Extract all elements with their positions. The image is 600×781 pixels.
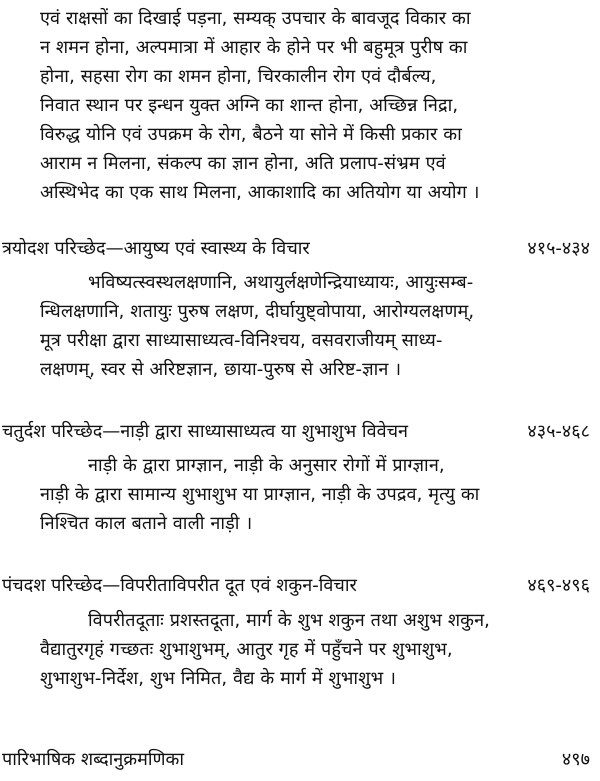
section-title: त्रयोदश परिच्छेद—आयुष्य एवं स्वास्थ्य के विचार [2, 238, 310, 259]
section-text-line: न्धिलक्षणानि, शतायुः पुरुष लक्षण, दीर्घायुष्ट्वोपाया, आरोग्यलक्षणम्, [40, 301, 475, 322]
intro-line: विरुद्ध योनि एवं उपक्रम के रोग, बैठने या सोने में किसी प्रकार का [40, 124, 462, 145]
section-title: चतुर्दश परिच्छेद—नाड़ी द्वारा साध्यासाध्यत्व या शुभाशुभ विवेचन [2, 421, 409, 442]
intro-line: आराम न मिलना, संकल्प का ज्ञान होना, अति प्रलाप-संभ्रम एवं [40, 153, 446, 174]
section-text-line: भविष्यत्स्वस्थलक्षणानि, अथायुर्लक्षणेन्द्रियाध्यायः, आयुःसम्ब- [88, 272, 474, 293]
section-page-range: ४१५-४३४ [527, 238, 590, 259]
section-heading-13 [0, 237, 600, 261]
section-title: पंचदश परिच्छेद—विपरीताविपरीत दूत एवं शकुन-विचार [2, 575, 357, 596]
section-text-line: नाड़ी के द्वारा सामान्य शुभाशुभ या प्राग्ज्ञान, नाड़ी के उपद्रव, मृत्यु का [40, 484, 480, 505]
section-page-range: ४३५-४६८ [527, 421, 590, 442]
section-page-range: ४९७ [561, 749, 590, 770]
section-text-line: निश्चित काल बताने वाली नाड़ी । [40, 513, 253, 534]
section-text-line: वैद्यातुरगृहं गच्छतः शुभाशुभम्, आतुर गृह में पहुँचने पर शुभाशुभ, [40, 639, 453, 660]
section-heading-glossary [0, 748, 600, 772]
section-heading-15 [0, 574, 600, 598]
intro-line: अस्थिभेद का एक साथ मिलना, आकाशादि का अतियोग या अयोग । [40, 182, 480, 203]
section-text-line: विपरीतदूताः प्रशस्तदूता, मार्ग के शुभ शकुन तथा अशुभ शकुन, [88, 610, 490, 631]
intro-line: निवात स्थान पर इन्धन युक्त अग्नि का शान्त होना, अच्छिन्न निद्रा, [40, 95, 459, 116]
section-heading-14 [0, 420, 600, 444]
section-text-line: मूत्र परीक्षा द्वारा साध्यासाध्यत्व-विनिश्चय, वसवराजीयम् साध्य- [40, 330, 443, 351]
section-text-line: शुभाशुभ-निर्देश, शुभ निमित, वैद्य के मार्ग में शुभाशुभ । [40, 668, 397, 689]
section-page-range: ४६९-४९६ [527, 575, 590, 596]
intro-line: होना, सहसा रोग का शमन होना, चिरकालीन रोग एवं दौर्बल्य, [40, 66, 437, 87]
section-text-line: लक्षणम्, स्वर से अरिष्टज्ञान, छाया-पुरुष से अरिष्ट-ज्ञान । [40, 359, 402, 380]
section-text-line: नाड़ी के द्वारा प्राग्ज्ञान, नाड़ी के अनुसार रोगों में प्राग्ज्ञान, [88, 455, 445, 476]
intro-line: एवं राक्षसों का दिखाई पड़ना, सम्यक् उपचार के बावजूद विकार का [40, 8, 471, 29]
intro-line: न शमन होना, अल्पमात्रा में आहार के होने पर भी बहुमूत्र पुरीष का [40, 37, 468, 58]
section-title: पारिभाषिक शब्दानुक्रमणिका [2, 749, 185, 770]
